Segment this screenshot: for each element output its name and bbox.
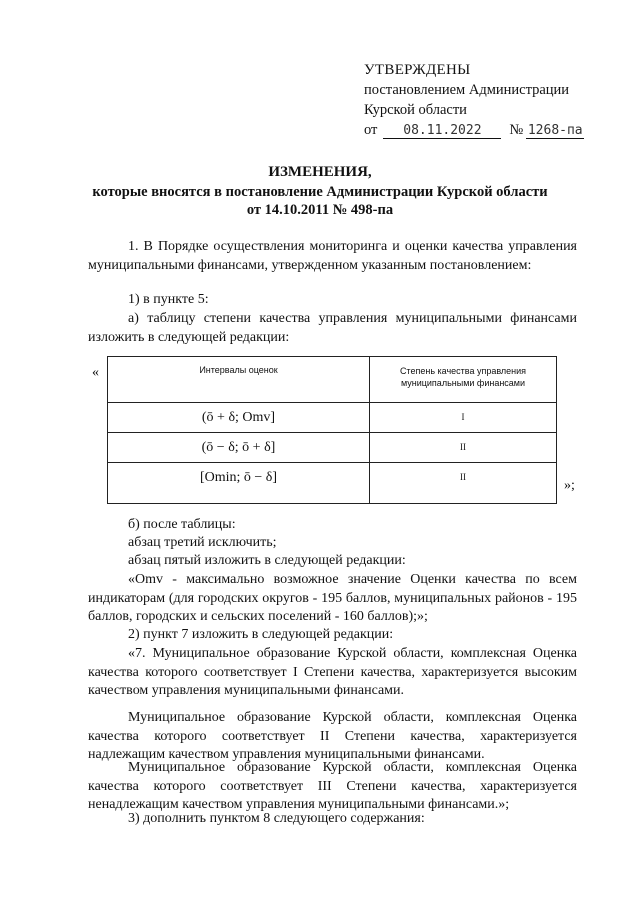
table-cell-interval: (ō − δ; ō + δ] — [108, 433, 370, 463]
document-title: ИЗМЕНЕНИЯ, — [268, 164, 372, 180]
table-header-degree: Степень качества управления муниципальными финансами — [370, 357, 557, 403]
approval-block — [364, 60, 584, 140]
table-row — [108, 403, 557, 433]
table-quote-open: « — [92, 365, 99, 380]
paragraph-6: абзац пятый изложить в следующей редакции: — [128, 553, 406, 568]
table-header-intervals: Интервалы оценок — [108, 357, 370, 403]
paragraph-7: «Omv - максимально возможное значение Оценки качества по всем индикаторам (для городских округов - 195 баллов, муниципальных районов - 195 баллов, городских и сельских поселений - 160 баллов);»; — [88, 572, 577, 624]
table-cell-interval: (ō + δ; Omv] — [108, 403, 370, 433]
approval-number: 1268-па — [527, 123, 583, 138]
paragraph-5: абзац третий исключить; — [128, 535, 277, 550]
document-subtitle-2: от 14.10.2011 № 498-па — [246, 202, 394, 218]
table-cell-degree: II — [370, 433, 557, 463]
approval-heading: УТВЕРЖДЕНЫ — [364, 62, 471, 78]
date-prefix: от — [364, 122, 378, 138]
paragraph-11: Муниципальное образование Курской области, комплексная Оценка качества которого соответствует III Степени качества, характеризуется ненадлежащим качеством управления муниципальными финансами.»; — [88, 760, 577, 812]
approval-line-2: Курской области — [364, 102, 467, 118]
table-cell-degree: II — [370, 463, 557, 504]
table-header-row — [108, 357, 557, 403]
paragraph-9: «7. Муниципальное образование Курской области, комплексная Оценка качества которого соответствует I Степени качества, характеризуется высоким качеством управления муниципальными финансами. — [88, 646, 577, 698]
paragraph-3: а) таблицу степени качества управления муниципальными финансами изложить в следующей редакции: — [88, 311, 577, 345]
paragraph-10: Муниципальное образование Курской области, комплексная Оценка качества которого соответствует II Степени качества, характеризуется надлежащим качеством управления муниципальными финансами. — [88, 710, 577, 762]
paragraph-2: 1) в пункте 5: — [128, 292, 209, 307]
paragraph-8: 2) пункт 7 изложить в следующей редакции: — [128, 627, 394, 642]
table-quote-close: »; — [564, 478, 575, 493]
paragraph-1: 1. В Порядке осуществления мониторинга и оценки качества управления муниципальными финансами, утвержденном указанным постановлением: — [88, 239, 577, 273]
paragraph-4: б) после таблицы: — [128, 517, 236, 532]
table-row — [108, 463, 557, 504]
number-prefix: № — [509, 122, 524, 138]
document-subtitle-1: которые вносятся в постановление Администрации Курской области — [92, 184, 548, 200]
quality-table — [107, 356, 557, 504]
approval-date-row — [364, 120, 584, 140]
approval-line-1: постановлением Администрации — [364, 82, 570, 98]
approval-date: 08.11.2022 — [383, 123, 501, 139]
table-row — [108, 433, 557, 463]
paragraph-12: 3) дополнить пунктом 8 следующего содержания: — [128, 811, 425, 826]
table-cell-degree: I — [370, 403, 557, 433]
table-cell-interval: [Omin; ō − δ] — [108, 463, 370, 504]
